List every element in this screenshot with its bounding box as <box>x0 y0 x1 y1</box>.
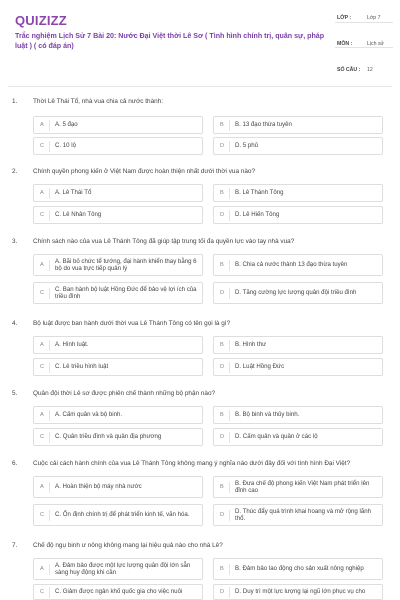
option-a[interactable] <box>33 476 203 498</box>
question-number: 4. <box>12 320 18 327</box>
option-text: D. 5 phủ <box>235 142 259 150</box>
option-d[interactable] <box>213 584 383 600</box>
option-letter: B <box>218 564 230 575</box>
option-text: B. Đưa chế độ phong kiến Việt Nam phát triển lên đỉnh cao <box>235 479 370 494</box>
option-c[interactable] <box>33 137 203 155</box>
question-text: Thời Lê Thái Tổ, nhà vua chia cả nước thành: <box>33 98 164 105</box>
option-letter: A <box>38 482 50 493</box>
option-text: D. Thúc đẩy quá trình khai hoang và mở rộng lãnh thổ. <box>235 507 371 522</box>
meta-subject-value: Lịch sử <box>367 41 385 47</box>
option-text: B. Đảm bảo lao động cho sản xuất nông nghiệp <box>235 565 364 573</box>
option-text: A. Hình luật. <box>55 341 89 349</box>
option-text: C. Lê Nhân Tông <box>55 211 102 219</box>
option-text: C. Lê triều hình luật <box>55 363 109 371</box>
option-text: A. Hoàn thiện bộ máy nhà nước <box>55 483 142 491</box>
option-letter: A <box>38 410 50 421</box>
option-text: B. Hình thư <box>235 341 267 349</box>
option-a[interactable] <box>33 116 203 134</box>
option-b[interactable] <box>213 116 383 134</box>
option-letter: A <box>38 260 50 271</box>
question-number: 5. <box>12 390 18 397</box>
option-letter: D <box>218 432 230 443</box>
option-letter: D <box>218 587 230 598</box>
meta-divider <box>335 22 393 23</box>
option-letter: A <box>38 564 50 575</box>
option-letter: D <box>218 510 230 521</box>
option-text: D. Luật Hồng Đức <box>235 363 285 371</box>
question-text: Chính sách nào của vua Lê Thánh Tông đã giúp tập trung tối đa quyền lực vào tay nhà vua? <box>33 238 295 245</box>
option-letter: B <box>218 260 230 271</box>
option-text: C. Giảm được ngân khố quốc gia cho việc nuôi <box>55 588 183 596</box>
option-text: D. Lê Hiến Tông <box>235 211 280 219</box>
quizizz-logo: QUIZIZZ <box>15 13 67 28</box>
option-text: C. Ổn định chính trị để phát triển kinh tế, văn hóa. <box>55 511 190 519</box>
option-text: D. Tăng cường lực lượng quân đội triều đình <box>235 289 357 297</box>
question-text: Quân đội thời Lê sơ được phiên chế thành những bộ phận nào? <box>33 390 216 397</box>
question-text: Cuộc cải cách hành chính của vua Lê Thánh Tông không mang ý nghĩa nào dưới đây đối với tình hình Đại Việt? <box>33 460 351 467</box>
option-d[interactable] <box>213 358 383 376</box>
option-letter: B <box>218 188 230 199</box>
option-letter: B <box>218 340 230 351</box>
option-a[interactable] <box>33 558 203 580</box>
option-letter: C <box>38 288 50 299</box>
option-letter: B <box>218 120 230 131</box>
question-number: 6. <box>12 460 18 467</box>
option-text: A. Cấm quân và bộ binh. <box>55 411 123 419</box>
option-letter: C <box>38 362 50 373</box>
question-number: 3. <box>12 238 18 245</box>
option-b[interactable] <box>213 476 383 498</box>
option-text: A. Đảm bảo được một lực lượng quân đội lớn sẵn sàng huy động khi cần <box>55 561 191 576</box>
meta-count <box>337 67 393 75</box>
option-text: B. Lê Thánh Tông <box>235 189 284 197</box>
question-number: 1. <box>12 98 18 105</box>
option-b[interactable] <box>213 336 383 354</box>
option-b[interactable] <box>213 406 383 424</box>
meta-divider <box>335 47 393 48</box>
option-letter: D <box>218 210 230 221</box>
option-letter: C <box>38 587 50 598</box>
option-b[interactable] <box>213 184 383 202</box>
question-number: 7. <box>12 542 18 549</box>
question-text: Chế độ ngụ binh ư nông không mang lại hiệu quả nào cho nhà Lê? <box>33 542 223 549</box>
option-letter: D <box>218 141 230 152</box>
meta-class-value: Lớp 7 <box>367 15 381 21</box>
option-letter: C <box>38 432 50 443</box>
option-a[interactable] <box>33 406 203 424</box>
option-text: C. 10 lộ <box>55 142 77 150</box>
worksheet-header <box>0 0 400 86</box>
option-d[interactable] <box>213 206 383 224</box>
meta-count-label: SỐ CÂU : <box>337 67 361 73</box>
option-letter: A <box>38 120 50 131</box>
option-c[interactable] <box>33 206 203 224</box>
option-d[interactable] <box>213 137 383 155</box>
option-b[interactable] <box>213 558 383 580</box>
option-c[interactable] <box>33 584 203 600</box>
option-text: B. 13 đạo thừa tuyên <box>235 121 292 129</box>
option-text: A. Lê Thái Tổ <box>55 189 92 197</box>
question-text: Chính quyền phong kiến ở Việt Nam được hoàn thiện nhất dưới thời vua nào? <box>33 168 256 175</box>
option-letter: B <box>218 482 230 493</box>
option-text: B. Bộ binh và thủy binh. <box>235 411 300 419</box>
option-text: D. Duy trì một lực lượng lại ngũ lớn phục vụ cho <box>235 588 366 596</box>
option-d[interactable] <box>213 428 383 446</box>
option-text: C. Quân triều đình và quân địa phương <box>55 433 162 441</box>
meta-count-value: 12 <box>367 67 373 73</box>
meta-subject-label: MÔN : <box>337 41 353 47</box>
option-text: A. 5 đạo <box>55 121 78 129</box>
option-a[interactable] <box>33 184 203 202</box>
option-c[interactable] <box>33 504 203 526</box>
option-letter: A <box>38 340 50 351</box>
option-text: B. Chia cả nước thành 13 đạo thừa tuyên <box>235 261 348 269</box>
option-c[interactable] <box>33 428 203 446</box>
option-letter: D <box>218 288 230 299</box>
worksheet-title: Trắc nghiệm Lịch Sử 7 Bài 20: Nước Đại Việt thời Lê Sơ ( Tình hình chính trị, quân sự, pháp luật ) ( có đáp án) <box>15 32 325 50</box>
option-text: D. Cấm quân và quân ở các lộ <box>235 433 318 441</box>
option-letter: B <box>218 410 230 421</box>
question-text: Bộ luật được ban hành dưới thời vua Lê Thánh Tông có tên gọi là gì? <box>33 320 231 327</box>
option-letter: C <box>38 210 50 221</box>
option-c[interactable] <box>33 358 203 376</box>
option-a[interactable] <box>33 254 203 276</box>
header-divider <box>8 86 392 87</box>
option-letter: C <box>38 141 50 152</box>
option-letter: A <box>38 188 50 199</box>
option-d[interactable] <box>213 504 383 526</box>
option-c[interactable] <box>33 282 203 304</box>
option-text: C. Ban hành bộ luật Hồng Đức để bảo vệ lợi ích của triều đình <box>55 285 197 300</box>
option-b[interactable] <box>213 254 383 276</box>
option-text: A. Bãi bỏ chức tể tướng, đại hành khiển thay bằng 6 bộ do vua trực tiếp quản lý <box>55 257 197 272</box>
option-d[interactable] <box>213 282 383 304</box>
meta-class-label: LỚP : <box>337 15 352 21</box>
question-number: 2. <box>12 168 18 175</box>
option-letter: D <box>218 362 230 373</box>
option-a[interactable] <box>33 336 203 354</box>
option-letter: C <box>38 510 50 521</box>
